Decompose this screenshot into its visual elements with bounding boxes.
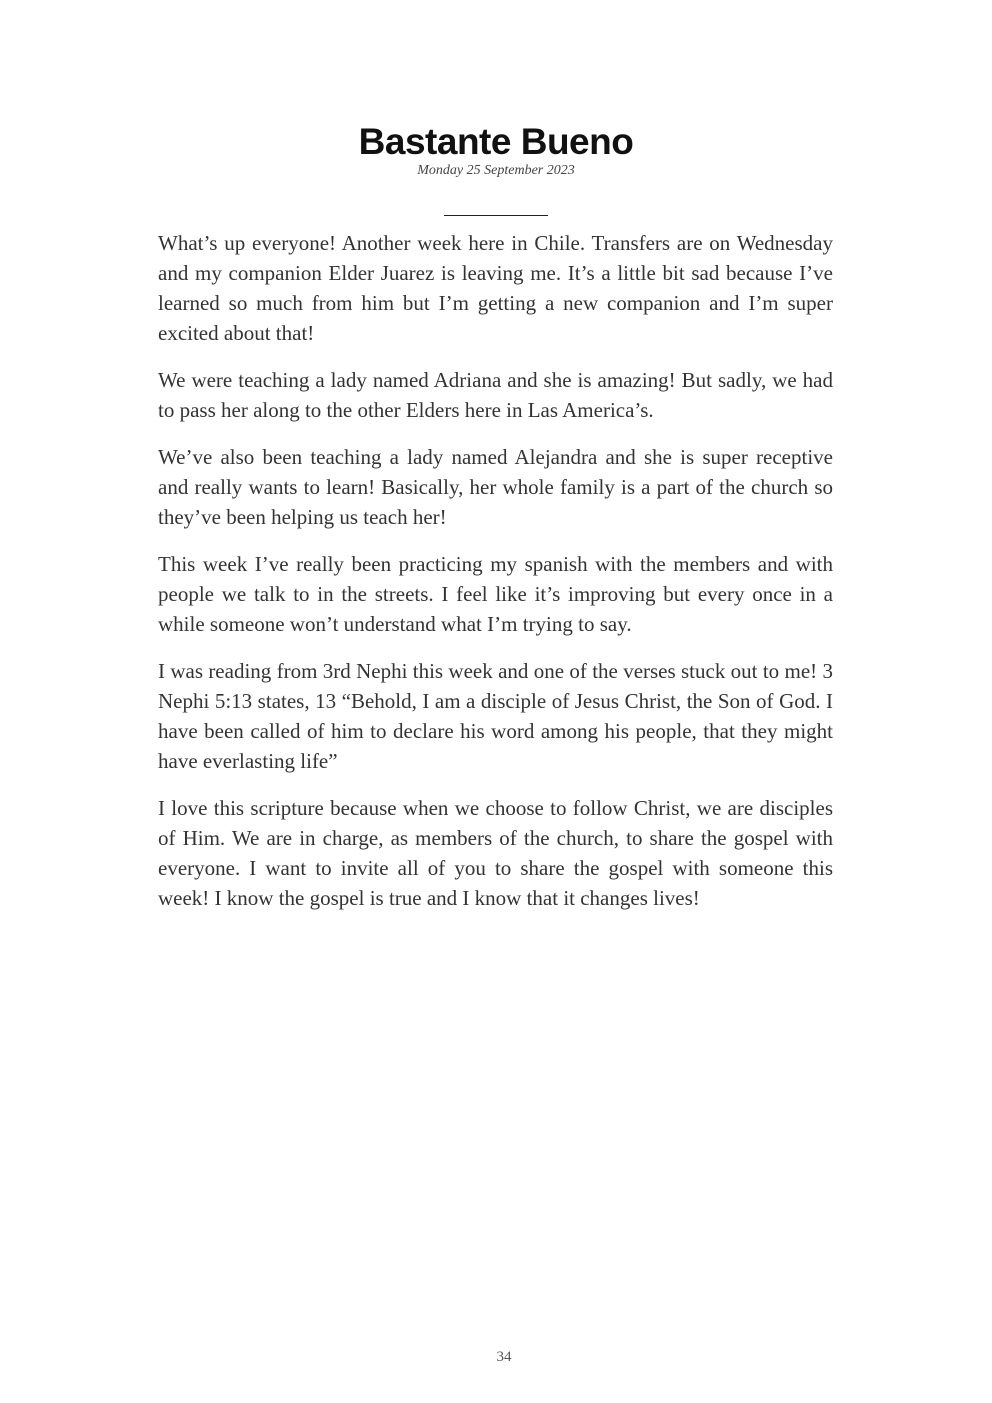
paragraph: We were teaching a lady named Adriana and she is amazing! But sadly, we had to pass her along to the other Elders here in Las America’s.	[158, 368, 833, 422]
paragraph: This week I’ve really been practicing my spanish with the members and with people we talk to in the streets. I feel like it’s improving but every once in a while someone won’t understand what I’m trying to say.	[158, 552, 833, 636]
paragraph: We’ve also been teaching a lady named Alejandra and she is super receptive and really wants to learn! Basically, her whole family is a part of the church so they’ve been helping us teach her!	[158, 445, 833, 529]
title-divider	[444, 215, 548, 216]
post-date: Monday 25 September 2023	[417, 163, 575, 178]
page-number: 34	[496, 1349, 512, 1365]
page-title: Bastante Bueno	[358, 121, 634, 162]
paragraph: I was reading from 3rd Nephi this week and one of the verses stuck out to me! 3 Nephi 5:13 states, 13 “Behold, I am a disciple of Jesus Christ, the Son of God. I have been called of him to declare his word among his people, that they might have everlasting life”	[158, 659, 833, 773]
paragraph: I love this scripture because when we choose to follow Christ, we are disciples of Him. We are in charge, as members of the church, to share the gospel with everyone. I want to invite all of you to share the gospel with someone this week! I know the gospel is true and I know that it changes lives!	[158, 796, 833, 910]
article-body	[158, 228, 833, 930]
paragraph: What’s up everyone! Another week here in Chile. Transfers are on Wednesday and my companion Elder Juarez is leaving me. It’s a little bit sad because I’ve learned so much from him but I’m getting a new companion and I’m super excited about that!	[158, 231, 833, 345]
